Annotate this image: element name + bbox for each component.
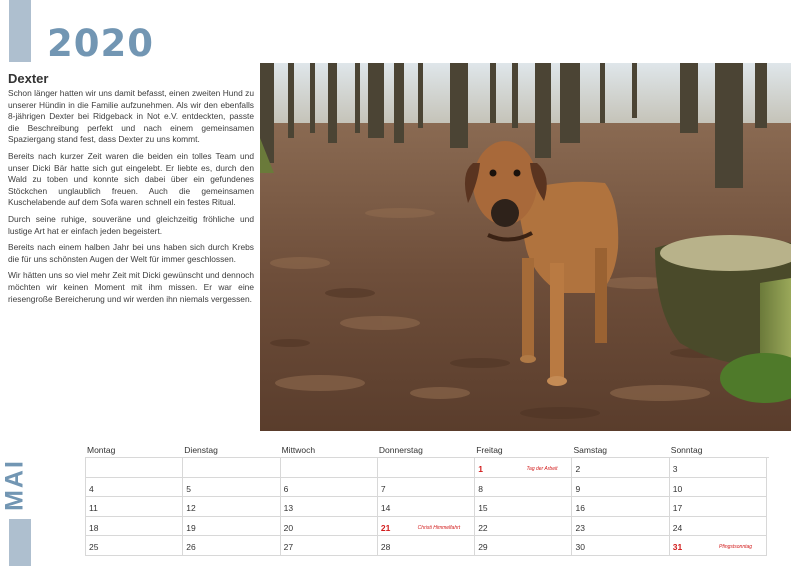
day-number: 17 — [672, 503, 683, 513]
calendar-day-cell — [281, 478, 378, 498]
calendar-day-cell — [86, 497, 183, 517]
calendar-day-cell — [183, 497, 280, 517]
calendar-day-cell — [572, 517, 669, 537]
calendar-day-cell — [86, 536, 183, 556]
month-label: MAI — [0, 459, 29, 511]
calendar-day-cell — [281, 497, 378, 517]
day-number: 29 — [478, 542, 488, 552]
day-number: 24 — [672, 522, 683, 533]
day-number: 10 — [672, 483, 683, 494]
day-number: 2 — [575, 464, 581, 474]
day-number: 27 — [283, 542, 294, 552]
accent-bar-top — [9, 0, 31, 62]
weekday-label: Sonntag — [670, 445, 703, 455]
calendar-day-cell — [572, 478, 669, 498]
calendar-day-cell — [670, 536, 767, 556]
calendar-week-row — [86, 517, 769, 537]
day-number: 6 — [283, 483, 289, 494]
calendar-week-row — [86, 478, 769, 498]
day-number: 16 — [575, 503, 585, 513]
calendar-day-cell — [475, 478, 572, 498]
calendar-day-cell — [281, 458, 378, 478]
holiday-label: Pfingstsonntag — [718, 544, 753, 550]
day-number: 11 — [89, 503, 98, 513]
story-paragraph: Wir hätten uns so viel mehr Zeit mit Dicki gewünscht und dennoch möchten wir keinen Moment mit ihm missen. Er war eine riesengroße Bereicherung und wir werden ihn niemals vergessen. — [8, 270, 254, 304]
weekday-label: Freitag — [476, 445, 503, 455]
story-paragraph: Durch seine ruhige, souveräne und gleichzeitig fröhliche und lustige Art hat er einfach jeden begeistert. — [8, 213, 254, 236]
calendar-day-cell — [378, 517, 475, 537]
calendar-day-cell — [86, 458, 183, 478]
calendar-week-row — [86, 458, 769, 478]
day-number: 8 — [478, 483, 483, 494]
calendar-day-cell — [670, 497, 767, 517]
calendar-day-cell — [183, 536, 280, 556]
day-number: 21 — [380, 522, 391, 533]
day-number: 22 — [478, 522, 488, 533]
calendar-day-cell — [670, 478, 767, 498]
day-number: 15 — [478, 503, 488, 513]
calendar-grid — [85, 457, 769, 556]
calendar-day-cell — [378, 458, 475, 478]
day-number: 1 — [478, 464, 483, 474]
month-calendar — [85, 443, 769, 556]
story-title: Dexter — [8, 71, 49, 86]
story-paragraph: Bereits nach einem halben Jahr bei uns haben sich durch Krebs die für uns schönsten Augen der Welt für immer geschlossen. — [8, 242, 254, 264]
dog-in-forest-image — [260, 63, 791, 431]
calendar-day-cell — [572, 458, 669, 478]
day-number: 19 — [186, 522, 196, 533]
day-number: 13 — [283, 503, 294, 513]
calendar-day-cell — [183, 517, 280, 537]
calendar-year: 2020 — [47, 22, 154, 65]
calendar-day-cell — [86, 517, 183, 537]
weekday-label: Mittwoch — [281, 445, 316, 455]
calendar-day-cell — [378, 478, 475, 498]
calendar-day-cell — [281, 536, 378, 556]
day-number: 9 — [575, 483, 581, 494]
day-number: 18 — [89, 522, 99, 533]
calendar-day-cell — [281, 517, 378, 537]
calendar-week-row — [86, 536, 769, 556]
day-number: 25 — [89, 542, 99, 552]
day-number: 12 — [186, 503, 196, 513]
weekday-label: Donnerstag — [378, 445, 423, 455]
calendar-day-cell — [475, 458, 572, 478]
calendar-day-cell — [475, 536, 572, 556]
weekday-label: Samstag — [573, 445, 608, 455]
story-text — [8, 88, 254, 310]
dog-photo — [260, 63, 791, 431]
calendar-week-row — [86, 497, 769, 517]
day-number: 14 — [380, 503, 391, 513]
calendar-day-cell — [183, 458, 280, 478]
day-number: 28 — [380, 542, 391, 552]
day-number: 20 — [283, 522, 294, 533]
weekday-label: Dienstag — [184, 445, 218, 455]
holiday-label: Christi Himmelfahrt — [417, 524, 461, 531]
day-number: 30 — [575, 542, 585, 552]
holiday-label: Tag der Arbeit — [526, 466, 558, 472]
day-number: 5 — [186, 483, 192, 494]
day-number: 31 — [672, 542, 683, 552]
calendar-day-cell — [572, 536, 669, 556]
weekday-label: Montag — [87, 445, 116, 455]
weekday-header — [85, 443, 769, 457]
calendar-day-cell — [670, 517, 767, 537]
calendar-day-cell — [86, 478, 183, 498]
calendar-day-cell — [378, 536, 475, 556]
day-number: 23 — [575, 522, 585, 533]
calendar-day-cell — [475, 497, 572, 517]
day-number: 3 — [672, 464, 678, 474]
calendar-day-cell — [378, 497, 475, 517]
story-paragraph: Schon länger hatten wir uns damit befasst, einen zweiten Hund zu unserer Hündin in die Familie aufzunehmen. Als wir den ebenfalls 8-jährigen Dexter bei Ridgeback in Not e.V. entdeckten, passte die Beschreibung perfekt und nach einem gemeinsamen Spaziergang stand fest, dass Dexter zu uns kommt. — [8, 88, 254, 145]
day-number: 7 — [380, 483, 386, 494]
accent-bar-bottom — [9, 519, 31, 566]
day-number: 4 — [89, 483, 94, 494]
calendar-day-cell — [183, 478, 280, 498]
story-paragraph: Bereits nach kurzer Zeit waren die beiden ein tolles Team und unser Dicki Bär hatte sich gut eingelebt. Er liebte es, durch den Wald zu toben und konnte sich dabei über ein gefundenes Stöckchen unglaublich freuen. Auch die gemeinsamen Kuschelabende auf dem Sofa waren schnell ein festes Ritual. — [8, 150, 254, 208]
calendar-day-cell — [572, 497, 669, 517]
calendar-day-cell — [670, 458, 767, 478]
day-number: 26 — [186, 542, 196, 552]
calendar-day-cell — [475, 517, 572, 537]
